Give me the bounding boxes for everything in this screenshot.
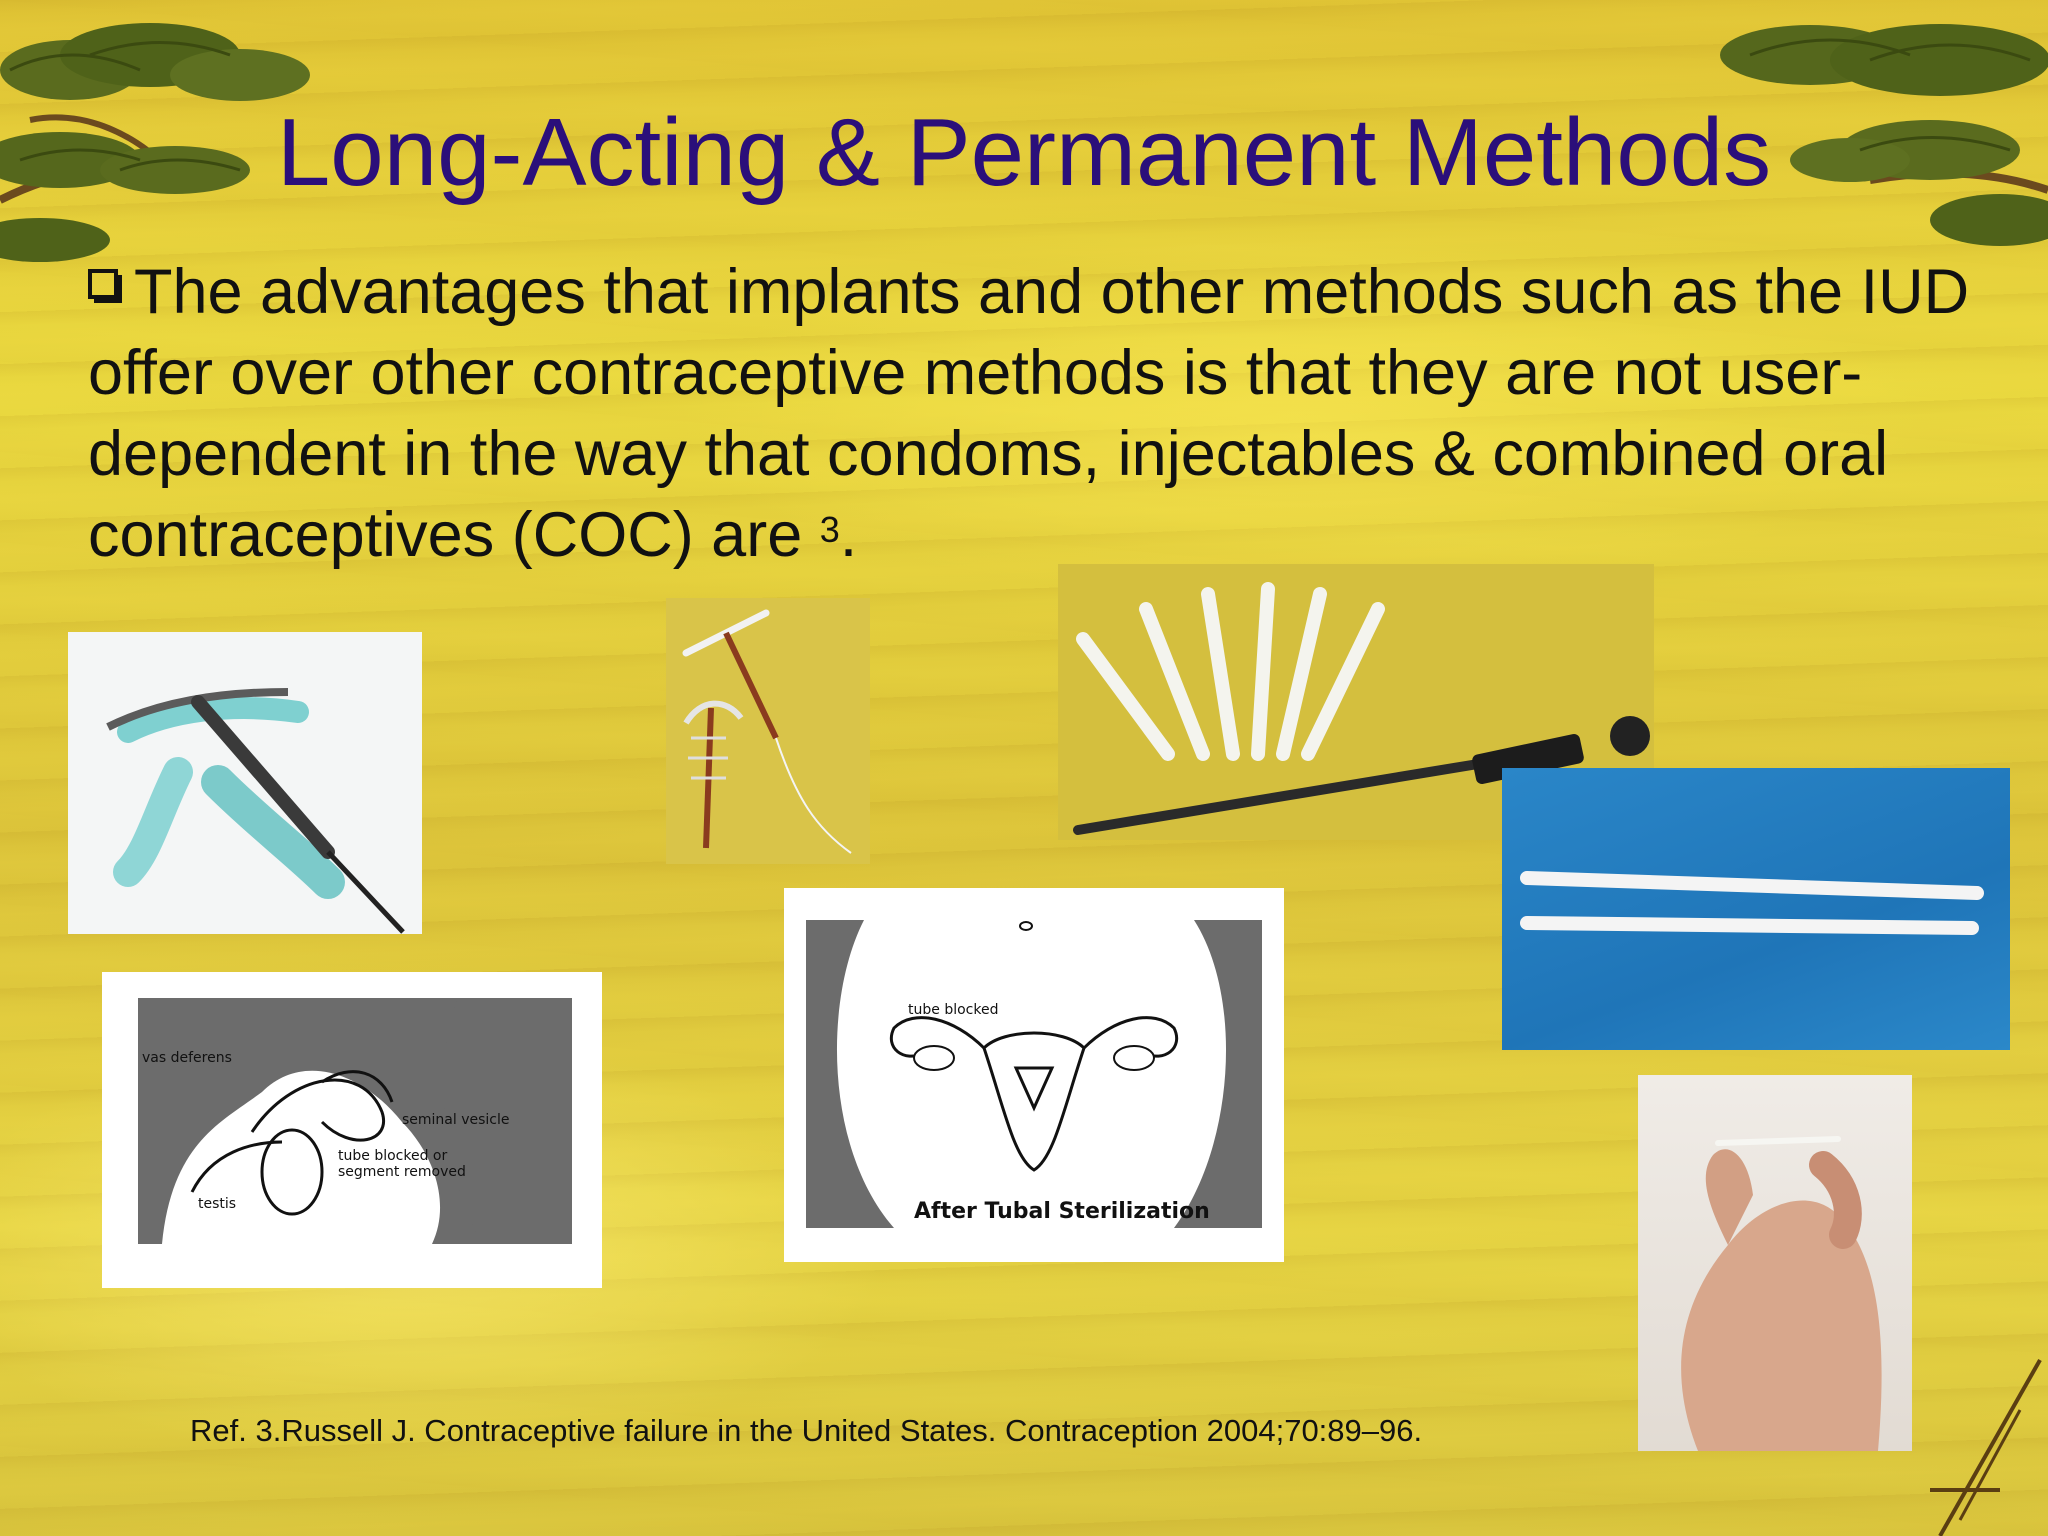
tubal-sterilization-diagram [784,888,1284,1262]
implant-in-hand-image [1638,1075,1912,1451]
vasectomy-diagram [102,972,602,1288]
label-tube-blocked-tubal: tube blocked [908,1002,999,1018]
hormonal-iud-image [68,632,422,934]
bamboo-stick-decoration [1900,1340,2048,1536]
bullet-period: . [839,500,858,570]
square-bullet-icon [88,269,118,299]
copper-iud-image [666,598,870,864]
label-testis: testis [198,1196,237,1212]
bullet-text: The advantages that implants and other methods such as the IUD offer over other contraceptive methods is that they are not user-dependent in the way that condoms, injectables & combined oral contraceptives (COC) are [88,257,1970,570]
slide-title: Long-Acting & Permanent Methods [276,99,1772,206]
tubal-diagram-caption: After Tubal Sterilization [914,1199,1210,1224]
label-tube-blocked: tube blocked or [338,1148,448,1164]
label-vas-deferens: vas deferens [142,1050,232,1066]
implant-rods-blue-image [1502,768,2010,1050]
label-seminal-vesicle: seminal vesicle [402,1112,510,1128]
reference-superscript: 3 [819,509,840,550]
bullet-paragraph [88,252,1988,576]
label-segment-removed: segment removed [338,1164,466,1180]
reference-citation: Ref. 3.Russell J. Contraceptive failure in the United States. Contraception 2004;70:89–96. [190,1413,1423,1448]
